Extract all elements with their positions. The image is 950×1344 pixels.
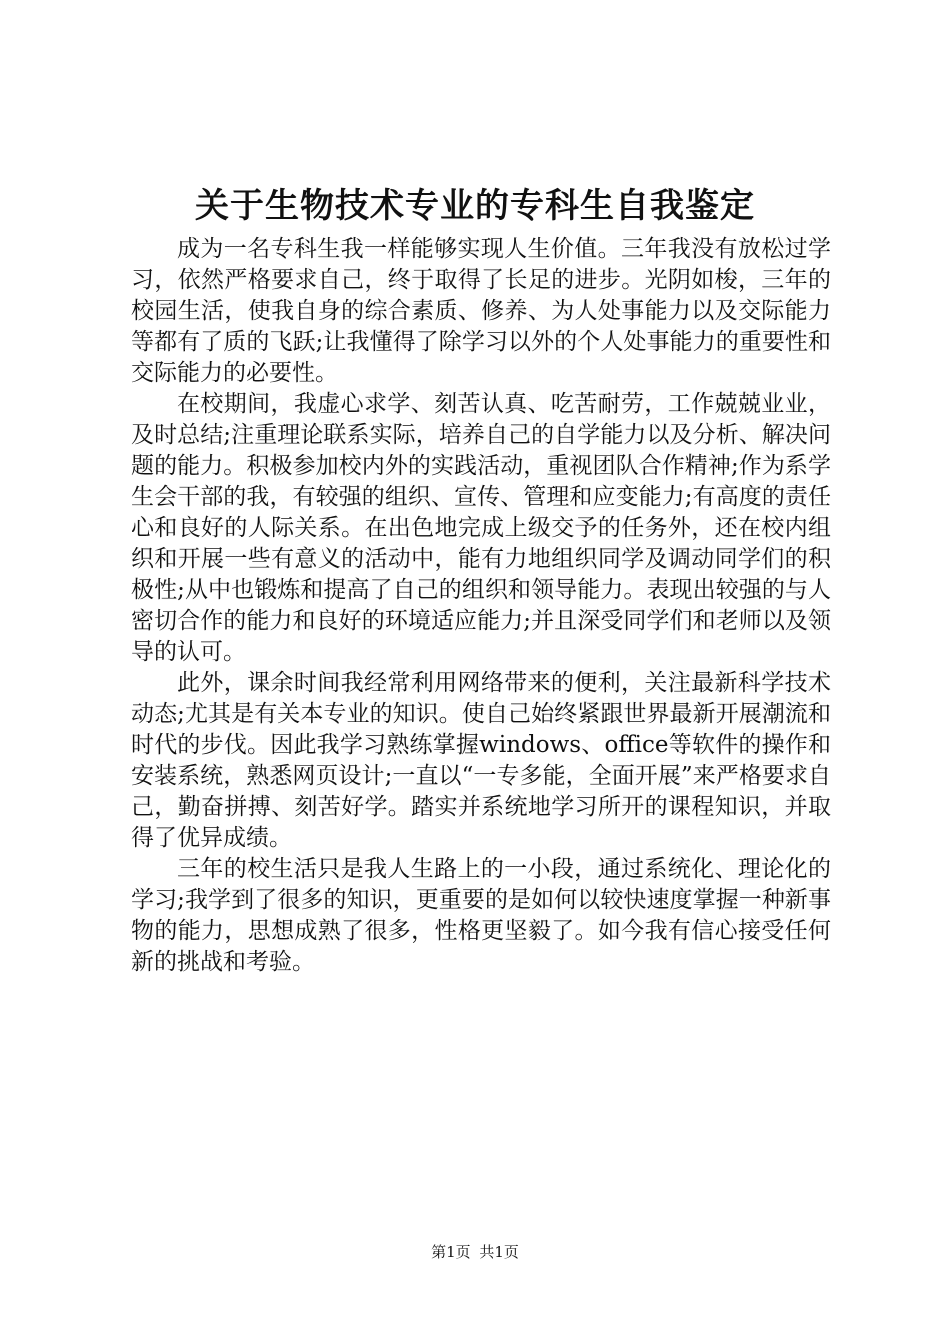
page-footer xyxy=(0,1242,950,1262)
paragraph-1: 成为一名专科生我一样能够实现人生价值。三年我没有放松过学习，依然严格要求自己，终于取得了长足的进步。光阴如梭，三年的校园生活，使我自身的综合素质、修养、为人处事能力以及交际能力等都有了质的飞跃;让我懂得了除学习以外的个人处事能力的重要性和交际能力的必要性。 xyxy=(131,236,831,386)
page-number: 第1页 xyxy=(431,1243,471,1261)
paragraph-4: 三年的校生活只是我人生路上的一小段，通过系统化、理论化的学习;我学到了很多的知识，更重要的是如何以较快速度掌握一种新事物的能力，思想成熟了很多，性格更坚毅了。如今我有信心接受任何新的挑战和考验。 xyxy=(131,856,831,975)
document-body xyxy=(131,234,831,978)
document-title: 关于生物技术专业的专科生自我鉴定 xyxy=(195,186,755,226)
paragraph-2: 在校期间，我虚心求学、刻苦认真、吃苦耐劳，工作兢兢业业，及时总结;注重理论联系实际，培养自己的自学能力以及分析、解决问题的能力。积极参加校内外的实践活动，重视团队合作精神;作为系学生会干部的我，有较强的组织、宣传、管理和应变能力;有高度的责任心和良好的人际关系。在出色地完成上级交予的任务外，还在校内组织和开展一些有意义的活动中，能有力地组织同学及调动同学们的积极性;从中也锻炼和提高了自己的组织和领导能力。表现出较强的与人密切合作的能力和良好的环境适应能力;并且深受同学们和老师以及领导的认可。 xyxy=(131,391,831,665)
page-total: 共1页 xyxy=(479,1243,519,1261)
paragraph-3: 此外，课余时间我经常利用网络带来的便利，关注最新科学技术动态;尤其是有关本专业的知识。使自己始终紧跟世界最新开展潮流和时代的步伐。因此我学习熟练掌握windows、office等软件的操作和安装系统，熟悉网页设计;一直以“一专多能，全面开展”来严格要求自己，勤奋拼搏、刻苦好学。踏实并系统地学习所开的课程知识，并取得了优异成绩。 xyxy=(131,670,831,851)
